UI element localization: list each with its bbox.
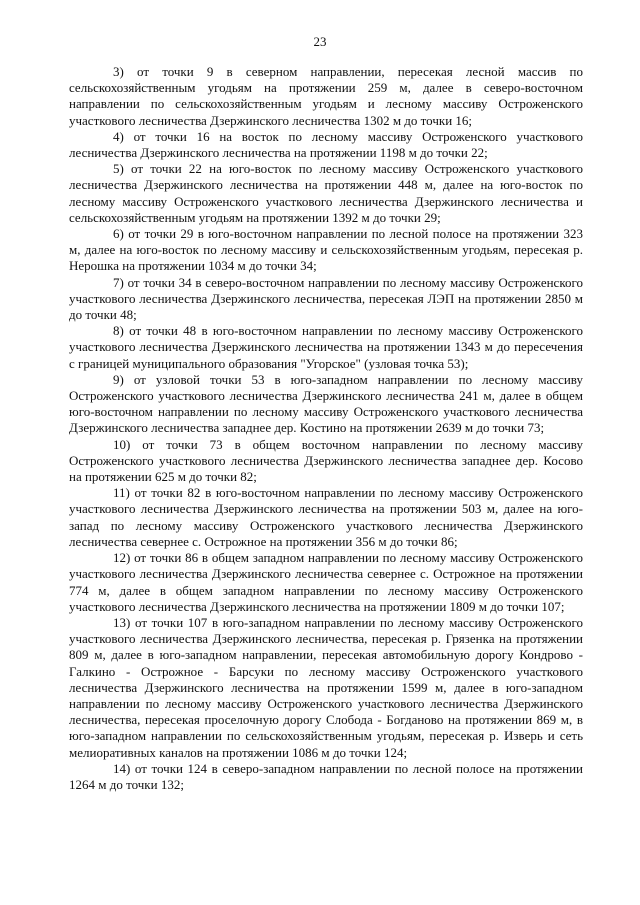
paragraph-item-5: 5) от точки 22 на юго-восток по лесному массиву Остроженского участкового лесничества Дзержинского лесничества на протяжении 448 м, далее на юго-восток по лесному массиву Остроженского участкового лесничества Дзержинского лесничества и сельскохозяйственным угодьям на протяжении 1392 м до точки 29; [69,161,583,225]
paragraph-item-10: 10) от точки 73 в общем восточном направлении по лесному массиву Остроженского участкового лесничества Дзержинского лесничества западнее дер. Косово на протяжении 625 м до точки 82; [69,436,583,485]
paragraph-item-8: 8) от точки 48 в юго-восточном направлении по лесному массиву Остроженского участкового лесничества Дзержинского лесничества на протяжении 1343 м до пересечения с границей муниципального образования "Угорское" (узловая точка 53); [69,323,583,371]
paragraph-item-9: 9) от узловой точки 53 в юго-западном направлении по лесному массиву Остроженского участкового лесничества Дзержинского лесничества 241 м, далее в общем юго-восточном направлении по лесному массиву Остроженского участкового лесничества Дзержинского лесничества западнее дер. Костино на протяжении 2639 м до точки 73; [69,371,583,436]
paragraph-item-12: 12) от точки 86 в общем западном направлении по лесному массиву Остроженского участкового лесничества Дзержинского лесничества севернее с. Острожное на протяжении 774 м, далее в общем западном направлении по лесному массиву Остроженского участкового лесничества Дзержинского лесничества на протяжении 1809 м до точки 107; [69,550,583,614]
document-body [69,64,583,793]
paragraph-item-4: 4) от точки 16 на восток по лесному массиву Остроженского участкового лесничества Дзержинского лесничества на протяжении 1198 м до точки 22; [69,128,583,161]
paragraph-item-14: 14) от точки 124 в северо-западном направлении по лесной полосе на протяжении 1264 м до точки 132; [69,760,583,792]
paragraph-item-3: 3) от точки 9 в северном направлении, пересекая лесной массив по сельскохозяйственным угодьям на протяжении 259 м, далее в северо-восточном направлении по сельскохозяйственным угодьям и лесному массиву Остроженского участкового лесничества Дзержинского лесничества 1302 м до точки 16; [69,64,583,128]
page-number: 23 [313,34,327,49]
paragraph-item-6: 6) от точки 29 в юго-восточном направлении по лесной полосе на протяжении 323 м, далее на юго-восток по лесному массиву и сельскохозяйственным угодьям, пересекая р. Нерошка на протяжении 1034 м до точки 34; [69,226,583,274]
paragraph-item-7: 7) от точки 34 в северо-восточном направлении по лесному массиву Остроженского участкового лесничества Дзержинского лесничества, пересекая ЛЭП на протяжении 2850 м до точки 48; [69,274,583,323]
paragraph-item-11: 11) от точки 82 в юго-восточном направлении по лесному массиву Остроженского участкового лесничества Дзержинского лесничества на протяжении 503 м, далее на юго-запад по лесному массиву Остроженского участкового лесничества Дзержинского лесничества севернее с. Острожное на протяжении 356 м до точки 86; [69,485,583,549]
paragraph-item-13: 13) от точки 107 в юго-западном направлении по лесному массиву Остроженского участкового лесничества Дзержинского лесничества, пересекая р. Грязенка на протяжении 809 м, далее в юго-западном направлении, пересекая автомобильную дорогу Кондрово - Галкино - Острожное - Барсуки по лесному массиву Остроженского участкового лесничества Дзержинского лесничества на протяжении 1599 м, далее в юго-западном направлении по лесному массиву Остроженского участкового лесничества Дзержинского лесничества, пересекая проселочную дорогу Слобода - Богданово на протяжении 869 м, в юго-западном направлении по сельскохозяйственным угодьям, пересекая р. Изверь и сеть мелиоративных каналов на протяжении 1086 м до точки 124; [69,614,583,760]
